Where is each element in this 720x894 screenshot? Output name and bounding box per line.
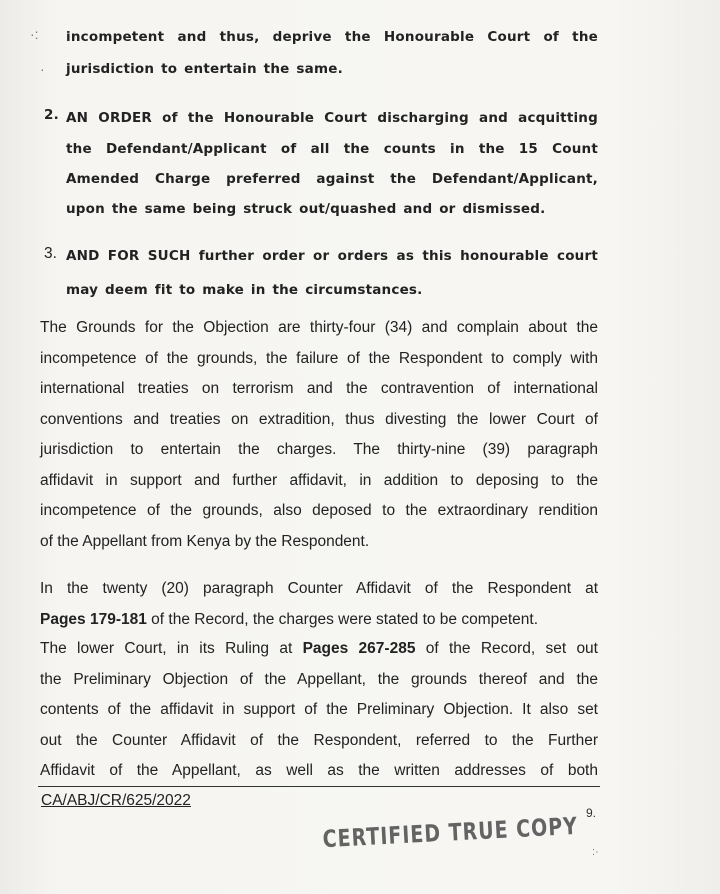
scan-speck: ·: [40, 61, 45, 77]
item-line: Amended Charge preferred against the Defendant/Applicant,: [66, 171, 598, 187]
paragraph-line: international treaties on terrorism and the contravention of international: [40, 380, 598, 397]
case-reference: CA/ABJ/CR/625/2022: [41, 792, 191, 809]
item-line: AN ORDER of the Honourable Court discharging and acquitting: [66, 110, 598, 126]
paragraph-line: contents of the affidavit in support of the Preliminary Objection. It also set: [40, 701, 598, 718]
item-line: the Defendant/Applicant of all the counts in the 15 Count: [66, 141, 598, 157]
page-reference: Pages 179-181: [40, 610, 147, 628]
paragraph-line: The Grounds for the Objection are thirty-four (34) and complain about the: [40, 319, 598, 336]
paragraph-line: [40, 605, 598, 636]
paragraph-line: [40, 634, 598, 665]
grounds-paragraph: [40, 313, 598, 557]
paragraph-line: of the Appellant from Kenya by the Respondent.: [40, 532, 370, 550]
paragraph-line: conventions and treaties on extradition, thus divesting the lower Court of: [40, 410, 598, 428]
paragraph-line: out the Counter Affidavit of the Respondent, referred to the Further: [40, 731, 598, 749]
scan-speck: :·: [592, 846, 599, 858]
item-number: 3.: [44, 245, 57, 262]
paragraph-text: of the Record, set out: [415, 640, 598, 657]
paragraph-line: affidavit in support and further affidavit, in addition to deposing to the: [40, 471, 598, 489]
footer-divider: [38, 786, 600, 787]
item-line: upon the same being struck out/quashed and or dismissed.: [66, 201, 546, 217]
page-number: 9.: [586, 806, 597, 820]
continuation-line: jurisdiction to entertain the same.: [66, 61, 343, 77]
counter-affidavit-paragraph: [40, 574, 598, 635]
paragraph-line: In the twenty (20) paragraph Counter Affidavit of the Respondent at: [40, 580, 598, 597]
paragraph-text: The lower Court, in its Ruling at: [40, 640, 303, 657]
paragraph-line: incompetence of the grounds, also deposed to the extraordinary rendition: [40, 502, 598, 519]
item-number: 2.: [44, 107, 59, 123]
continuation-line: incompetent and thus, deprive the Honourable Court of the: [66, 29, 598, 45]
ruling-paragraph: [40, 634, 598, 787]
paragraph-line: the Preliminary Objection of the Appellant, the grounds thereof and the: [40, 670, 598, 688]
certified-stamp: CERTIFIED TRUE COPY: [322, 812, 579, 854]
paragraph-line: incompetence of the grounds, the failure of the Respondent to comply with: [40, 349, 598, 367]
scan-speck: ·:: [30, 26, 39, 42]
paragraph-line: Affidavit of the Appellant, as well as the written addresses of both: [40, 762, 598, 779]
paragraph-line: jurisdiction to entertain the charges. The thirty-nine (39) paragraph: [40, 441, 598, 458]
item-line: AND FOR SUCH further order or orders as this honourable court: [66, 248, 598, 264]
paragraph-text: of the Record, the charges were stated to be competent.: [146, 610, 539, 628]
item-line: may deem fit to make in the circumstances.: [66, 282, 423, 298]
page-reference: Pages 267-285: [302, 640, 416, 657]
